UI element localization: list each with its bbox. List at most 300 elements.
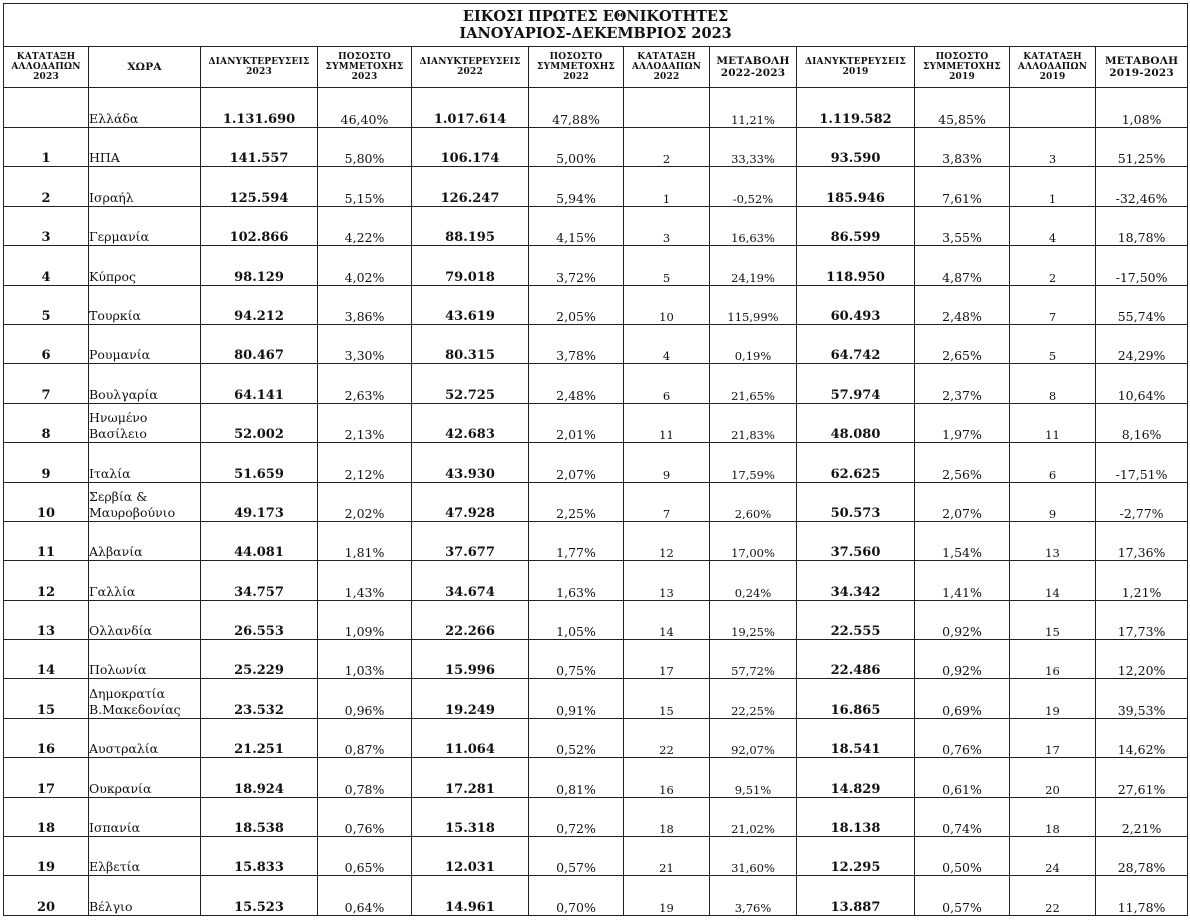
overnights-2019-cell: 18.541 xyxy=(797,718,915,757)
country-name-line-1: Ηνωμένο xyxy=(89,410,148,426)
overnights-2019-cell: 93.590 xyxy=(797,128,915,167)
change-2019-2023-cell: 18,78% xyxy=(1096,206,1188,245)
rank-2022-cell: 3 xyxy=(624,206,710,245)
rank-2023-cell: 6 xyxy=(4,324,89,363)
change-2022-2023-cell: 17,59% xyxy=(710,443,797,482)
header-overnights-2019 xyxy=(797,47,915,88)
overnights-2022-cell: 79.018 xyxy=(412,246,529,285)
share-2019-cell: 0,92% xyxy=(915,600,1010,639)
rank-2023-cell: 7 xyxy=(4,364,89,403)
change-2019-2023-cell: -17,50% xyxy=(1096,246,1188,285)
share-2022-cell: 2,48% xyxy=(529,364,624,403)
rank-2022-cell: 19 xyxy=(624,876,710,915)
table-row xyxy=(4,521,1188,560)
header-line: ΚΑΤΑΤΑΞΗ xyxy=(1023,52,1082,62)
share-2022-cell: 2,25% xyxy=(529,482,624,521)
overnights-2023-cell: 15.833 xyxy=(201,837,318,876)
rank-2022-cell: 18 xyxy=(624,797,710,836)
header-rank-2022 xyxy=(624,47,710,88)
change-2022-2023-cell: 11,21% xyxy=(710,88,797,128)
header-line: 2023 xyxy=(351,72,378,82)
change-2022-2023-cell: 33,33% xyxy=(710,128,797,167)
change-2019-2023-cell: 55,74% xyxy=(1096,285,1188,324)
table-row xyxy=(4,876,1188,915)
share-2023-cell: 2,63% xyxy=(318,364,412,403)
change-2022-2023-cell: 57,72% xyxy=(710,640,797,679)
overnights-2023-cell: 52.002 xyxy=(201,403,318,442)
change-2019-2023-cell: 27,61% xyxy=(1096,758,1188,797)
country-cell xyxy=(89,167,201,206)
share-2022-cell: 1,63% xyxy=(529,561,624,600)
change-2019-2023-cell: -2,77% xyxy=(1096,482,1188,521)
change-2019-2023-cell: 12,20% xyxy=(1096,640,1188,679)
country-cell xyxy=(89,285,201,324)
overnights-2023-cell: 125.594 xyxy=(201,167,318,206)
rank-2019-cell: 9 xyxy=(1010,482,1096,521)
country-name-line-2: Βασίλειο xyxy=(89,426,147,442)
share-2022-cell: 0,70% xyxy=(529,876,624,915)
rank-2019-cell: 17 xyxy=(1010,718,1096,757)
rank-2022-cell: 9 xyxy=(624,443,710,482)
share-2019-cell: 3,55% xyxy=(915,206,1010,245)
table-row xyxy=(4,324,1188,363)
overnights-2023-cell: 26.553 xyxy=(201,600,318,639)
share-2019-cell: 2,37% xyxy=(915,364,1010,403)
table-row xyxy=(4,758,1188,797)
share-2022-cell: 0,75% xyxy=(529,640,624,679)
change-2019-2023-cell: 14,62% xyxy=(1096,718,1188,757)
country-name-line-1: Κύπρος xyxy=(89,268,137,284)
header-line: ΠΟΣΟΣΤΟ xyxy=(338,52,391,62)
header-line: ΔΙΑΝΥΚΤΕΡΕΥΣΕΙΣ xyxy=(419,57,521,67)
overnights-2019-cell: 48.080 xyxy=(797,403,915,442)
share-2023-cell: 5,80% xyxy=(318,128,412,167)
header-line: ΚΑΤΑΤΑΞΗ xyxy=(637,52,696,62)
overnights-2022-cell: 42.683 xyxy=(412,403,529,442)
share-2022-cell: 5,00% xyxy=(529,128,624,167)
rank-2023-cell: 18 xyxy=(4,797,89,836)
overnights-2023-cell: 141.557 xyxy=(201,128,318,167)
rank-2023-cell: 19 xyxy=(4,837,89,876)
rank-2022-cell: 2 xyxy=(624,128,710,167)
share-2019-cell: 2,48% xyxy=(915,285,1010,324)
rank-2023-cell: 14 xyxy=(4,640,89,679)
table-row xyxy=(4,246,1188,285)
overnights-2022-cell: 14.961 xyxy=(412,876,529,915)
overnights-2019-cell: 50.573 xyxy=(797,482,915,521)
overnights-2023-cell: 102.866 xyxy=(201,206,318,245)
overnights-2019-cell: 16.865 xyxy=(797,679,915,718)
share-2019-cell: 2,56% xyxy=(915,443,1010,482)
rank-2019-cell: 1 xyxy=(1010,167,1096,206)
header-line: 2019-2023 xyxy=(1109,67,1174,79)
rank-2019-cell: 7 xyxy=(1010,285,1096,324)
change-2022-2023-cell: 0,19% xyxy=(710,324,797,363)
overnights-2019-cell: 1.119.582 xyxy=(797,88,915,128)
header-line: ΑΛΛΟΔΑΠΩΝ xyxy=(11,62,81,72)
overnights-2023-cell: 21.251 xyxy=(201,718,318,757)
header-line: 2019 xyxy=(842,67,869,77)
rank-2019-cell: 20 xyxy=(1010,758,1096,797)
share-2023-cell: 1,43% xyxy=(318,561,412,600)
share-2019-cell: 0,69% xyxy=(915,679,1010,718)
change-2019-2023-cell: -32,46% xyxy=(1096,167,1188,206)
table-row xyxy=(4,285,1188,324)
header-line: 2022 xyxy=(653,72,680,82)
country-cell xyxy=(89,521,201,560)
share-2023-cell: 3,86% xyxy=(318,285,412,324)
share-2023-cell: 5,15% xyxy=(318,167,412,206)
country-name-line-1: Ιταλία xyxy=(89,465,131,481)
country-name-line-1: Ισπανία xyxy=(89,820,141,836)
country-cell xyxy=(89,324,201,363)
share-2022-cell: 2,01% xyxy=(529,403,624,442)
table-row xyxy=(4,443,1188,482)
rank-2023-cell: 16 xyxy=(4,718,89,757)
country-cell xyxy=(89,364,201,403)
rank-2022-cell: 13 xyxy=(624,561,710,600)
country-cell xyxy=(89,88,201,128)
rank-2019-cell: 22 xyxy=(1010,876,1096,915)
rank-2019-cell: 15 xyxy=(1010,600,1096,639)
overnights-2019-cell: 64.742 xyxy=(797,324,915,363)
rank-2023-cell: 11 xyxy=(4,521,89,560)
country-cell xyxy=(89,561,201,600)
country-name-line-1: Τουρκία xyxy=(89,307,141,323)
country-name-line-1: Ολλανδία xyxy=(89,623,153,639)
table-row xyxy=(4,797,1188,836)
header-change-2022-2023 xyxy=(710,47,797,88)
overnights-2022-cell: 1.017.614 xyxy=(412,88,529,128)
overnights-2023-cell: 64.141 xyxy=(201,364,318,403)
country-cell xyxy=(89,837,201,876)
rank-2019-cell: 24 xyxy=(1010,837,1096,876)
table-row xyxy=(4,364,1188,403)
overnights-2023-cell: 18.538 xyxy=(201,797,318,836)
overnights-2023-cell: 15.523 xyxy=(201,876,318,915)
change-2022-2023-cell: 19,25% xyxy=(710,600,797,639)
share-2019-cell: 2,07% xyxy=(915,482,1010,521)
header-line: ΜΕΤΑΒΟΛΗ xyxy=(1104,55,1179,67)
country-name-line-2: Μαυροβούνιο xyxy=(89,504,176,520)
share-2023-cell: 0,87% xyxy=(318,718,412,757)
header-line: 2019 xyxy=(1039,72,1066,82)
header-overnights-2023 xyxy=(201,47,318,88)
rank-2019-cell: 8 xyxy=(1010,364,1096,403)
country-name-line-1: Ουκρανία xyxy=(89,780,152,796)
country-name-line-1: Πολωνία xyxy=(89,662,147,678)
header-line: ΚΑΤΑΤΑΞΗ xyxy=(16,52,76,62)
overnights-2022-cell: 17.281 xyxy=(412,758,529,797)
share-2019-cell: 0,61% xyxy=(915,758,1010,797)
share-2019-cell: 1,41% xyxy=(915,561,1010,600)
header-line: ΣΥΜΜΕΤΟΧΗΣ xyxy=(325,62,404,72)
header-line: ΣΥΜΜΕΤΟΧΗΣ xyxy=(923,62,1001,72)
overnights-2019-cell: 118.950 xyxy=(797,246,915,285)
share-2023-cell: 0,78% xyxy=(318,758,412,797)
share-2022-cell: 0,72% xyxy=(529,797,624,836)
overnights-2022-cell: 22.266 xyxy=(412,600,529,639)
rank-2019-cell: 6 xyxy=(1010,443,1096,482)
change-2022-2023-cell: -0,52% xyxy=(710,167,797,206)
rank-2023-cell: 1 xyxy=(4,128,89,167)
header-line: 2022-2023 xyxy=(720,67,786,79)
rank-2019-cell xyxy=(1010,88,1096,128)
header-share-2022 xyxy=(529,47,624,88)
change-2022-2023-cell: 2,60% xyxy=(710,482,797,521)
overnights-2022-cell: 88.195 xyxy=(412,206,529,245)
share-2023-cell: 46,40% xyxy=(318,88,412,128)
overnights-2022-cell: 15.996 xyxy=(412,640,529,679)
change-2019-2023-cell: 2,21% xyxy=(1096,797,1188,836)
overnights-2022-cell: 19.249 xyxy=(412,679,529,718)
share-2019-cell: 0,92% xyxy=(915,640,1010,679)
header-line: ΣΥΜΜΕΤΟΧΗΣ xyxy=(537,62,615,72)
country-name-line-1: Γαλλία xyxy=(89,583,136,599)
country-name-line-1: ΗΠΑ xyxy=(89,150,120,166)
table-row xyxy=(4,403,1188,442)
country-name-line-1: Ελλάδα xyxy=(89,111,139,126)
share-2022-cell: 5,94% xyxy=(529,167,624,206)
change-2022-2023-cell: 31,60% xyxy=(710,837,797,876)
overnights-2019-cell: 62.625 xyxy=(797,443,915,482)
share-2022-cell: 0,81% xyxy=(529,758,624,797)
header-line: 2023 xyxy=(246,67,272,77)
country-cell xyxy=(89,640,201,679)
country-name-line-1: Ισραήλ xyxy=(89,189,134,205)
header-line: 2022 xyxy=(563,72,589,82)
rank-2019-cell: 11 xyxy=(1010,403,1096,442)
rank-2023-cell: 12 xyxy=(4,561,89,600)
change-2019-2023-cell: -17,51% xyxy=(1096,443,1188,482)
rank-2022-cell: 16 xyxy=(624,758,710,797)
rank-2023-cell: 20 xyxy=(4,876,89,915)
country-name-line-1: Βουλγαρία xyxy=(89,386,158,402)
change-2019-2023-cell: 24,29% xyxy=(1096,324,1188,363)
country-name-line-1: Γερμανία xyxy=(89,229,150,245)
change-2019-2023-cell: 28,78% xyxy=(1096,837,1188,876)
rank-2019-cell: 4 xyxy=(1010,206,1096,245)
table-row xyxy=(4,167,1188,206)
overnights-2019-cell: 34.342 xyxy=(797,561,915,600)
change-2019-2023-cell: 1,21% xyxy=(1096,561,1188,600)
country-name-line-1: Αυστραλία xyxy=(89,741,159,757)
rank-2019-cell: 19 xyxy=(1010,679,1096,718)
share-2022-cell: 0,52% xyxy=(529,718,624,757)
change-2022-2023-cell: 24,19% xyxy=(710,246,797,285)
share-2019-cell: 4,87% xyxy=(915,246,1010,285)
share-2023-cell: 2,13% xyxy=(318,403,412,442)
change-2019-2023-cell: 11,78% xyxy=(1096,876,1188,915)
rank-2022-cell: 10 xyxy=(624,285,710,324)
overnights-2022-cell: 34.674 xyxy=(412,561,529,600)
share-2022-cell: 0,91% xyxy=(529,679,624,718)
header-line: ΧΩΡΑ xyxy=(127,61,162,73)
overnights-2019-cell: 86.599 xyxy=(797,206,915,245)
rank-2023-cell: 13 xyxy=(4,600,89,639)
header-line: ΜΕΤΑΒΟΛΗ xyxy=(716,55,790,67)
overnights-2022-cell: 15.318 xyxy=(412,797,529,836)
header-line: ΔΙΑΝΥΚΤΕΡΕΥΣΕΙΣ xyxy=(804,57,907,67)
table-row xyxy=(4,679,1188,718)
header-row xyxy=(4,47,1188,88)
table-row xyxy=(4,600,1188,639)
overnights-2019-cell: 22.486 xyxy=(797,640,915,679)
header-rank-2023 xyxy=(4,47,89,88)
rank-2022-cell: 14 xyxy=(624,600,710,639)
overnights-2023-cell: 1.131.690 xyxy=(201,88,318,128)
share-2022-cell: 2,05% xyxy=(529,285,624,324)
overnights-2022-cell: 43.619 xyxy=(412,285,529,324)
table-row xyxy=(4,837,1188,876)
country-name-line-1: Σερβία & xyxy=(89,488,148,504)
rank-2023-cell xyxy=(4,88,89,128)
change-2019-2023-cell: 8,16% xyxy=(1096,403,1188,442)
title-line-2: ΙΑΝΟΥΑΡΙΟΣ-ΔΕΚΕΜΒΡΙΟΣ 2023 xyxy=(459,25,732,42)
overnights-2019-cell: 22.555 xyxy=(797,600,915,639)
overnights-2022-cell: 80.315 xyxy=(412,324,529,363)
change-2022-2023-cell: 3,76% xyxy=(710,876,797,915)
table-title xyxy=(4,4,1188,47)
overnights-2023-cell: 94.212 xyxy=(201,285,318,324)
rank-2023-cell: 8 xyxy=(4,403,89,442)
share-2019-cell: 0,76% xyxy=(915,718,1010,757)
share-2022-cell: 2,07% xyxy=(529,443,624,482)
country-cell xyxy=(89,246,201,285)
rank-2022-cell: 11 xyxy=(624,403,710,442)
rank-2023-cell: 5 xyxy=(4,285,89,324)
table-row xyxy=(4,206,1188,245)
table-row xyxy=(4,640,1188,679)
share-2022-cell: 3,78% xyxy=(529,324,624,363)
header-line: ΑΛΛΟΔΑΠΩΝ xyxy=(1017,62,1088,72)
share-2023-cell: 4,02% xyxy=(318,246,412,285)
header-line: ΑΛΛΟΔΑΠΩΝ xyxy=(631,62,702,72)
overnights-2023-cell: 98.129 xyxy=(201,246,318,285)
header-line: ΠΟΣΟΣΤΟ xyxy=(935,52,989,62)
rank-2019-cell: 18 xyxy=(1010,797,1096,836)
rank-2019-cell: 2 xyxy=(1010,246,1096,285)
share-2019-cell: 45,85% xyxy=(915,88,1010,128)
overnights-2022-cell: 43.930 xyxy=(412,443,529,482)
overnights-2023-cell: 23.532 xyxy=(201,679,318,718)
header-change-2019-2023 xyxy=(1096,47,1188,88)
share-2022-cell: 1,77% xyxy=(529,521,624,560)
rank-2019-cell: 16 xyxy=(1010,640,1096,679)
rank-2023-cell: 10 xyxy=(4,482,89,521)
share-2019-cell: 7,61% xyxy=(915,167,1010,206)
country-cell xyxy=(89,718,201,757)
overnights-2022-cell: 106.174 xyxy=(412,128,529,167)
share-2022-cell: 1,05% xyxy=(529,600,624,639)
share-2023-cell: 0,96% xyxy=(318,679,412,718)
share-2019-cell: 2,65% xyxy=(915,324,1010,363)
header-line: ΔΙΑΝΥΚΤΕΡΕΥΣΕΙΣ xyxy=(208,57,310,67)
country-cell xyxy=(89,797,201,836)
share-2023-cell: 2,02% xyxy=(318,482,412,521)
overnights-2019-cell: 57.974 xyxy=(797,364,915,403)
rank-2022-cell: 7 xyxy=(624,482,710,521)
overnights-2022-cell: 47.928 xyxy=(412,482,529,521)
country-name-line-1: Ρουμανία xyxy=(89,347,151,363)
rank-2023-cell: 15 xyxy=(4,679,89,718)
change-2022-2023-cell: 21,83% xyxy=(710,403,797,442)
overnights-2023-cell: 51.659 xyxy=(201,443,318,482)
country-name-line-2: Β.Μακεδονίας xyxy=(89,701,181,717)
country-cell xyxy=(89,206,201,245)
share-2023-cell: 2,12% xyxy=(318,443,412,482)
share-2022-cell: 3,72% xyxy=(529,246,624,285)
change-2022-2023-cell: 21,65% xyxy=(710,364,797,403)
rank-2022-cell: 22 xyxy=(624,718,710,757)
country-cell xyxy=(89,128,201,167)
share-2023-cell: 1,03% xyxy=(318,640,412,679)
country-cell xyxy=(89,758,201,797)
share-2023-cell: 3,30% xyxy=(318,324,412,363)
header-share-2019 xyxy=(915,47,1010,88)
overnights-2023-cell: 44.081 xyxy=(201,521,318,560)
overnights-2023-cell: 34.757 xyxy=(201,561,318,600)
change-2022-2023-cell: 17,00% xyxy=(710,521,797,560)
rank-2022-cell: 15 xyxy=(624,679,710,718)
overnights-2022-cell: 11.064 xyxy=(412,718,529,757)
country-name-line-1: Δημοκρατία xyxy=(89,685,166,701)
rank-2022-cell: 4 xyxy=(624,324,710,363)
share-2023-cell: 0,64% xyxy=(318,876,412,915)
table-row xyxy=(4,561,1188,600)
overnights-2019-cell: 37.560 xyxy=(797,521,915,560)
share-2019-cell: 1,54% xyxy=(915,521,1010,560)
rank-2022-cell: 17 xyxy=(624,640,710,679)
rank-2022-cell: 1 xyxy=(624,167,710,206)
overnights-2023-cell: 18.924 xyxy=(201,758,318,797)
overnights-2022-cell: 126.247 xyxy=(412,167,529,206)
share-2019-cell: 0,50% xyxy=(915,837,1010,876)
header-share-2023 xyxy=(318,47,412,88)
country-cell xyxy=(89,600,201,639)
rank-2023-cell: 9 xyxy=(4,443,89,482)
rank-2022-cell: 21 xyxy=(624,837,710,876)
share-2023-cell: 4,22% xyxy=(318,206,412,245)
overnights-2022-cell: 12.031 xyxy=(412,837,529,876)
rank-2019-cell: 3 xyxy=(1010,128,1096,167)
header-overnights-2022 xyxy=(412,47,529,88)
overnights-2019-cell: 14.829 xyxy=(797,758,915,797)
change-2019-2023-cell: 1,08% xyxy=(1096,88,1188,128)
header-country xyxy=(89,47,201,88)
country-cell xyxy=(89,482,201,521)
change-2022-2023-cell: 16,63% xyxy=(710,206,797,245)
rank-2023-cell: 4 xyxy=(4,246,89,285)
change-2019-2023-cell: 17,73% xyxy=(1096,600,1188,639)
country-name-line-1: Ελβετία xyxy=(89,859,141,875)
rank-2023-cell: 17 xyxy=(4,758,89,797)
change-2022-2023-cell: 92,07% xyxy=(710,718,797,757)
rank-2019-cell: 13 xyxy=(1010,521,1096,560)
rank-2019-cell: 14 xyxy=(1010,561,1096,600)
change-2022-2023-cell: 22,25% xyxy=(710,679,797,718)
rank-2022-cell xyxy=(624,88,710,128)
overnights-2023-cell: 80.467 xyxy=(201,324,318,363)
rank-2023-cell: 3 xyxy=(4,206,89,245)
overnights-2019-cell: 13.887 xyxy=(797,876,915,915)
rank-2022-cell: 12 xyxy=(624,521,710,560)
table-row xyxy=(4,718,1188,757)
title-line-1: ΕΙΚΟΣΙ ΠΡΩΤΕΣ ΕΘΝΙΚΟΤΗΤΕΣ xyxy=(462,8,729,25)
header-line: 2023 xyxy=(33,72,59,82)
table-row xyxy=(4,482,1188,521)
country-cell xyxy=(89,403,201,442)
